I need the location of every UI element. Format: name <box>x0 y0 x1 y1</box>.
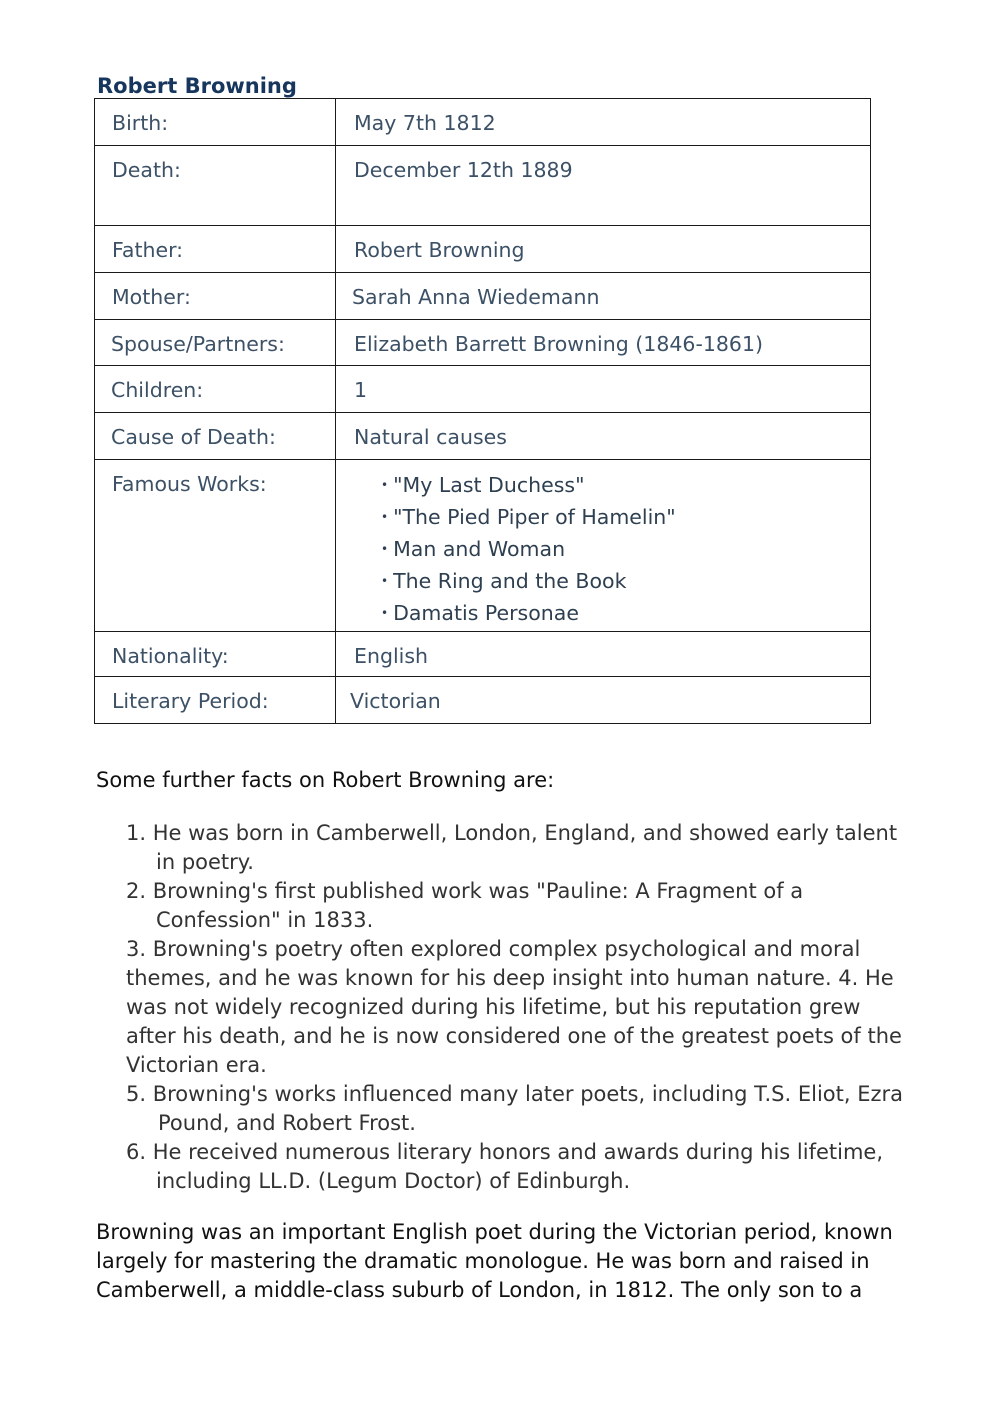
row-value-cell <box>336 460 871 632</box>
row-label-cell <box>95 366 336 413</box>
table-row <box>95 320 871 366</box>
row-value-cell <box>336 146 871 226</box>
spouse-label: Spouse/Partners: <box>111 332 285 356</box>
list-item: • "The Pied Piper of Hamelin" <box>381 503 870 535</box>
table-row <box>95 460 871 632</box>
children-value: 1 <box>354 378 368 402</box>
list-item: 5. Browning's works influenced many later poets, including T.S. Eliot, Ezra Pound, and Robert Frost. <box>126 1082 903 1135</box>
nationality-label: Nationality: <box>112 644 229 668</box>
table-row <box>95 632 871 677</box>
table-row <box>95 273 871 320</box>
bio-table <box>94 98 871 724</box>
literary-period-label: Literary Period: <box>112 689 269 713</box>
row-value-cell <box>336 677 871 724</box>
row-label-cell <box>95 320 336 366</box>
facts-list <box>126 819 906 1196</box>
famous-works-label: Famous Works: <box>112 472 267 496</box>
nationality-value: English <box>354 644 429 668</box>
father-label: Father: <box>112 238 184 262</box>
literary-period-value: Victorian <box>350 689 441 713</box>
list-item: • Man and Woman <box>381 535 870 567</box>
body-paragraph: Browning was an important English poet during the Victorian period, known largely for mastering the dramatic monologue. He was born and raised in Camberwell, a middle-class suburb of London, in 1812. The only son to a <box>96 1220 893 1302</box>
page-title: Robert Browning <box>97 74 297 98</box>
row-value-cell <box>336 99 871 146</box>
table-row <box>95 146 871 226</box>
facts-intro: Some further facts on Robert Browning are: <box>96 768 555 792</box>
list-item: • "My Last Duchess" <box>381 471 870 503</box>
list-item: 2. Browning's first published work was "Pauline: A Fragment of a Confession" in 1833. <box>126 879 804 932</box>
famous-works-list <box>336 460 870 631</box>
row-label-cell <box>95 273 336 320</box>
row-label-cell <box>95 632 336 677</box>
death-value: December 12th 1889 <box>354 158 573 182</box>
row-label-cell <box>95 146 336 226</box>
table-row <box>95 226 871 273</box>
birth-label: Birth: <box>112 111 169 135</box>
row-value-cell <box>336 366 871 413</box>
birth-value: May 7th 1812 <box>354 111 496 135</box>
table-row <box>95 366 871 413</box>
mother-label: Mother: <box>112 285 191 309</box>
table-row <box>95 99 871 146</box>
row-value-cell <box>336 320 871 366</box>
table-row <box>95 677 871 724</box>
father-value: Robert Browning <box>354 238 525 262</box>
list-item: • Damatis Personae <box>381 599 870 631</box>
row-label-cell <box>95 677 336 724</box>
cause-of-death-value: Natural causes <box>354 425 507 449</box>
list-item: 6. He received numerous literary honors and awards during his lifetime, including LL.D. (Legum Doctor) of Edinburgh. <box>126 1140 884 1193</box>
children-label: Children: <box>111 378 204 402</box>
death-label: Death: <box>112 158 181 182</box>
row-value-cell <box>336 413 871 460</box>
cause-of-death-label: Cause of Death: <box>111 425 276 449</box>
list-item: 3. Browning's poetry often explored complex psychological and moral themes, and he was known for his deep insight into human nature. 4. He was not widely recognized during his lifetime, but his reputation grew after his death, and he is now considered one of the greatest poets of the Victorian era. <box>126 937 902 1077</box>
row-label-cell <box>95 413 336 460</box>
table-row <box>95 413 871 460</box>
list-item: • The Ring and the Book <box>381 567 870 599</box>
row-value-cell <box>336 273 871 320</box>
list-item: 1. He was born in Camberwell, London, England, and showed early talent in poetry. <box>126 821 898 874</box>
row-label-cell <box>95 226 336 273</box>
row-value-cell <box>336 632 871 677</box>
row-label-cell <box>95 99 336 146</box>
spouse-value: Elizabeth Barrett Browning (1846-1861) <box>354 332 764 356</box>
row-label-cell <box>95 460 336 632</box>
row-value-cell <box>336 226 871 273</box>
mother-value: Sarah Anna Wiedemann <box>352 285 600 309</box>
